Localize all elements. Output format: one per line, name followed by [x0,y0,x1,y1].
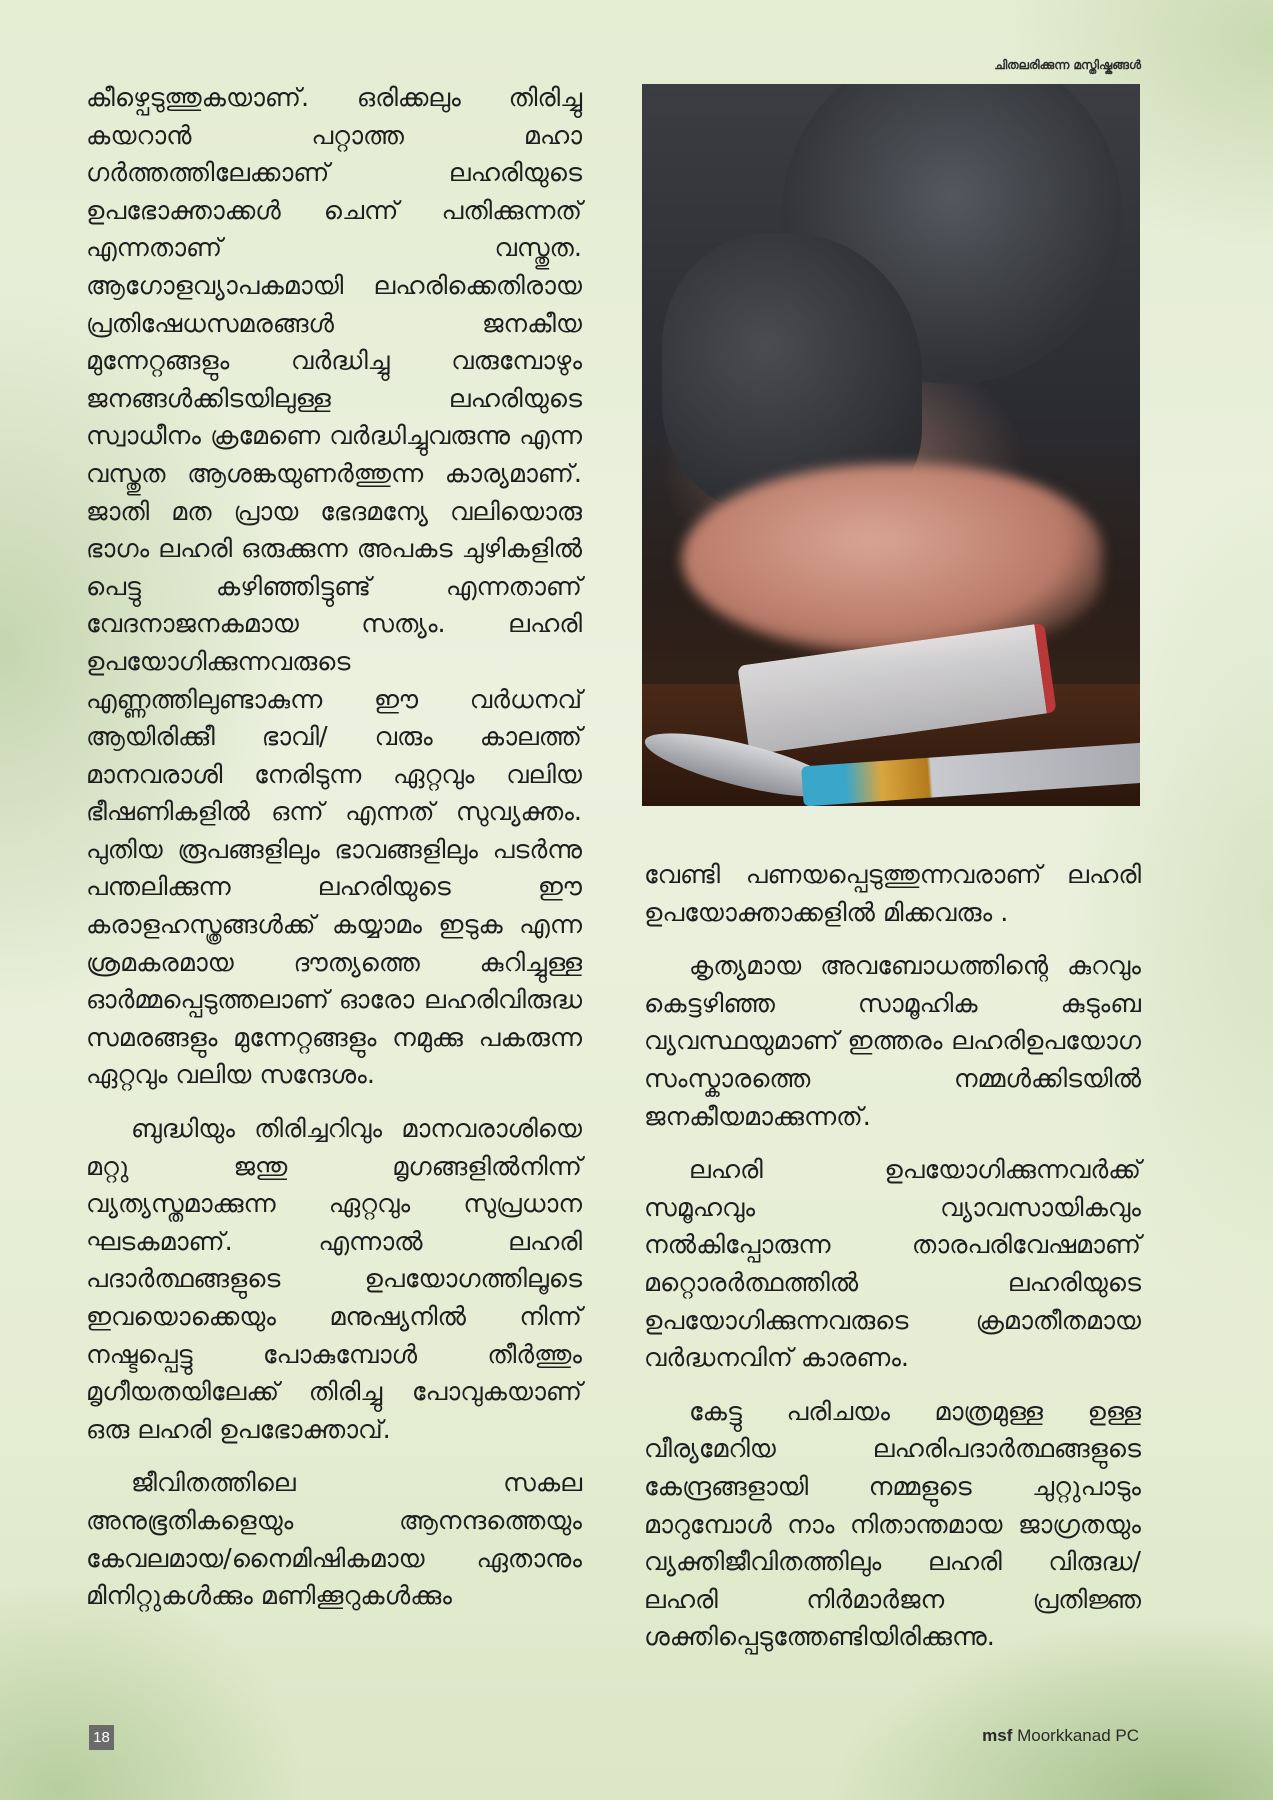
article-photo [642,84,1140,806]
paragraph: കേട്ടു പരിചയം മാത്രമുള്ള ഉള്ള വീര്യമേറിയ ലഹരിപദാർത്ഥങ്ങളുടെ കേന്ദ്രങ്ങളായി നമ്മളുടെ ചുറ്റുപാടും മാറുമ്പോൾ നാം നിതാന്തമായ ജാഗ്രതയും വ്യക്തിജീവിതത്തിലും ലഹരി വിരുദ്ധ/ ലഹരി നിർമാർജന പ്രതിജ്ഞ ശക്തിപ്പെടുത്തേണ്ടിയിരിക്കുന്നു. [644,1396,1141,1653]
footer-unit: Moorkkanad PC [1017,1726,1139,1745]
footer-brand: msf [982,1726,1013,1745]
running-title: ചിതലരിക്കുന്ന മസ്തിഷ്കങ്ങൾ [994,58,1141,72]
paragraph: ബുദ്ധിയും തിരിച്ചറിവും മാനവരാശിയെ മറ്റു ജന്തു മൃഗങ്ങളിൽനിന്ന് വ്യത്യസ്തമാക്കുന്ന ഏറ്റവും സുപ്രധാന ഘടകമാണ്. എന്നാൽ ലഹരി പദാർത്ഥങ്ങളുടെ ഉപയോഗത്തിലൂടെ ഇവയൊക്കെയും മനുഷ്യനിൽ നിന്ന് നഷ്ടപ്പെട്ടു പോകുമ്പോൾ തീർത്തും മൃഗീയതയിലേക്ക് തിരിച്ചു പോവുകയാണ് ഒരു ലഹരി ഉപഭോക്താവ്. [86,1114,582,1445]
paragraph: ജീവിതത്തിലെ സകല അനുഭൂതികളെയും ആനന്ദത്തെയും കേവലമായ/നൈമിഷികമായ ഏതാനും മിനിറ്റുകൾക്കും മണിക്കൂറുകൾക്കും [86,1468,582,1612]
paragraph: വേണ്ടി പണയപ്പെടുത്തുന്നവരാണ് ലഹരി ഉപയോക്താക്കളിൽ മിക്കവരും . [644,860,1141,928]
paragraph: ലഹരി ഉപയോഗിക്കുന്നവർക്ക് സമൂഹവും വ്യാവസായികവും നൽകിപ്പോരുന്ന താരപരിവേഷമാണ് മറ്റൊരർത്ഥത്തിൽ ലഹരിയുടെ ഉപയോഗിക്കുന്നവരുടെ ക്രമാതീതമായ വർദ്ധനവിന് കാരണം. [644,1155,1141,1374]
right-column [644,857,1141,1673]
footer-credit [982,1726,1139,1746]
left-column [86,80,582,1632]
paragraph: കൃത്യമായ അവബോധത്തിന്റെ കുറവും കെട്ടഴിഞ്ഞ സാമൂഹിക കുടുംബ വ്യവസ്ഥയുമാണ് ഇത്തരം ലഹരിഉപയോഗ സംസ്കാരത്തെ നമ്മൾക്കിടയിൽ ജനകീയമാക്കുന്നത്. [644,951,1141,1132]
page-number: 18 [89,1725,114,1750]
paragraph: കീഴ്പെടുത്തുകയാണ്. ഒരിക്കലും തിരിച്ചു കയറാൻ പറ്റാത്ത മഹാ ഗർത്തത്തിലേക്കാണ് ലഹരിയുടെ ഉപഭോക്താക്കൾ ചെന്ന് പതിക്കുന്നത് എന്നതാണ് വസ്തുത. ആഗോളവ്യാപകമായി ലഹരിക്കെതിരായ പ്രതിഷേധസമരങ്ങൾ ജനകീയ മുന്നേറ്റങ്ങളും വർദ്ധിച്ചു വരുമ്പോഴും ജനങ്ങൾക്കിടയിലുള്ള ലഹരിയുടെ സ്വാധീനം ക്രമേണെ വർദ്ധിച്ചുവരുന്നു എന്ന വസ്തുത ആശങ്കയുണർത്തുന്ന കാര്യമാണ്. ജാതി മത പ്രായ ഭേദമന്യേ വലിയൊരു ഭാഗം ലഹരി ഒരുക്കുന്ന അപകട ചുഴികളിൽ പെട്ടു കഴിഞ്ഞിട്ടുണ്ട് എന്നതാണ് വേദനാജനകമായ സത്യം. ലഹരി ഉപയോഗിക്കുന്നവരുടെ എണ്ണത്തിലുണ്ടാകുന്ന ഈ വർധനവ് ആയിരിക്കുീ ഭാവി/ വരും കാലത്ത് മാനവരാശി നേരിടുന്ന ഏറ്റവും വലിയ ഭീഷണികളിൽ ഒന്ന് എന്നത് സുവ്യക്തം. പുതിയ രൂപങ്ങളിലും ഭാവങ്ങളിലും പടർന്നു പന്തലിക്കുന്ന ലഹരിയുടെ ഈ കരാളഹസ്ത്രങ്ങൾക്ക് കയ്യാമം ഇടുക എന്ന ശ്രമകരമായ ദൗത്യത്തെ കുറിച്ചുള്ള ഓർമ്മപ്പെടുത്തലാണ് ഓരോ ലഹരിവിരുദ്ധ സമരങ്ങളും മുന്നേറ്റങ്ങളും നമുക്കു പകരുന്ന ഏറ്റവും വലിയ സന്ദേശം. [86,83,582,1091]
